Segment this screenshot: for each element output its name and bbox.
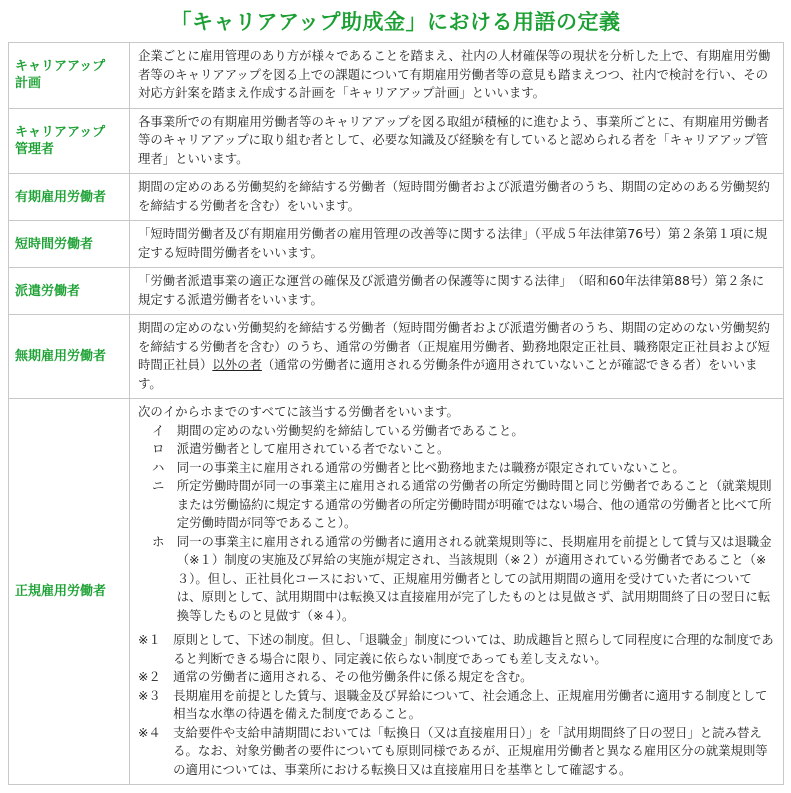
term-label: 計画 [15, 76, 42, 92]
note-marker: ※１ [138, 632, 174, 647]
item-marker: ニ [152, 478, 177, 493]
term-label: 管理者 [15, 141, 55, 157]
note-item [138, 668, 775, 687]
item-marker: ホ [152, 533, 177, 549]
item-text: 派遣労働者として雇用されている者でないこと。 [176, 441, 450, 456]
note-text: 原則として、下述の制度。但し、「退職金」制度については、助成趣旨と照らして同程度に合理的な制度であると判断できる場合に限り、同定義に依らない制度であっても差し支えない。 [173, 632, 774, 666]
term-label: キャリアアップ [15, 124, 106, 140]
note-text: 長期雇用を前提とした賃与、退職金及び昇給について、社会通念上、正規雇用労働者に適用する制度として相当な水準の待遇を備えた制度であること。 [173, 687, 768, 721]
term-cell [9, 399, 130, 785]
page-title: 「キャリアアップ助成金」における用語の定義 [170, 10, 621, 34]
list-item [152, 422, 775, 441]
list-item [152, 440, 775, 459]
definition-cell [130, 315, 784, 399]
term-cell [9, 174, 130, 221]
definition-cell: 「短時間労働者及び有期雇用労働者の雇用管理の改善等に関する法律」（平成５年法律第76号）第２条第１項に規定する短時間労働者をいいます。 [130, 221, 784, 268]
item-marker: ハ [152, 459, 177, 475]
item-marker: イ [152, 422, 177, 438]
definition-intro: 次のイからホまでのすべてに該当する労働者をいいます。 [138, 404, 459, 419]
note-item [138, 724, 775, 780]
note-item [138, 687, 775, 724]
definition-cell: 「労働者派遣事業の適正な運営の確保及び派遣労働者の保護等に関する法律」 （昭和60年法律第88号）第２条に規定する派遣労働者をいいます。 [130, 268, 784, 315]
note-marker: ※４ [138, 724, 174, 740]
note-item [138, 631, 775, 668]
table-row [9, 43, 784, 109]
table-row [9, 108, 784, 174]
term-label: キャリアアップ [15, 59, 106, 75]
note-marker: ※３ [138, 687, 174, 703]
list-item [152, 459, 775, 478]
list-item [152, 477, 775, 533]
table-row [9, 174, 784, 221]
note-marker: ※２ [138, 669, 174, 684]
table-row [9, 315, 784, 399]
term-cell [9, 268, 130, 315]
note-text: 通常の労働者に適用される、その他労働条件に係る規定を含む。 [173, 669, 533, 684]
terms-table [8, 42, 784, 785]
term-cell [9, 315, 130, 399]
notes-list [138, 631, 775, 779]
definition-text: 期間の定めのない労働契約を締結する労働者（短時間労働者および派遣労働者のうち、期間の定めのない労働契約を締結する労働者を含む）のうち、通常の労働者（正規雇用労働者、勤務地限定正社員、職務限定正社員および短時間正社員） [138, 320, 770, 372]
definition-cell: 期間の定めのある労働契約を締結する労働者（短時間労働者および派遣労働者のうち、期間の定めのある労働契約を締結する労働者を含む）をいいます。 [130, 174, 784, 221]
list-item [152, 533, 775, 626]
term-label: 有期雇用労働者 [15, 189, 107, 205]
item-marker: ロ [152, 441, 177, 456]
term-cell [9, 221, 130, 268]
requirement-list [138, 422, 775, 626]
note-text: 支給要件や支給申請期間においては「転換日（又は直接雇用日）」を「試用期間終了日の翌日」と読み替える。なお、対象労働者の要件についても原則同様であるが、正規雇用労働者と異なる雇用区分の就業規則等の適用については、事業所における転換日又は直接雇用日を基準として確認する。 [173, 724, 768, 777]
definition-cell [130, 399, 784, 785]
underlined-text: 以外の者 [212, 357, 262, 372]
term-label: 正規雇用労働者 [15, 584, 107, 599]
definition-cell: 各事業所での有期雇用労働者等のキャリアアップを図る取組が積極的に進むよう、事業所ごとに、有期雇用労働者等のキャリアアップに取り組む者として、必要な知識及び経験を有していると認められる者を「キャリアアップ管理者」といいます。 [130, 108, 784, 174]
item-text: 期間の定めのない労働契約を締結している労働者であること。 [176, 422, 524, 438]
term-cell [9, 108, 130, 174]
term-label: 無期雇用労働者 [15, 349, 107, 364]
definition-text: （通常の労働者に適用される労働条件が適用されていないことが確認できる者）をいいます。 [138, 357, 758, 391]
table-row [9, 221, 784, 268]
definition-cell: 企業ごとに雇用管理のあり方が様々であることを踏まえ、社内の人材確保等の現状を分析した上で、有期雇用労働者等のキャリアアップを図る上での課題について有期雇用労働者等の意見も踏まえつつ、社内で検討を行い、その対応方針案を踏まえ作成する計画を「キャリアアップ計画」といいます。 [130, 43, 784, 109]
item-text: 同一の事業主に雇用される通常の労働者に適用される就業規則等に、長期雇用を前提として賃与又は退職金（※１）制度の実施及び昇給の実施が規定され、当該規則（※２）が適用されている労働者であること（※３）。但し、正社員化コースにおいて、正規雇用労働者としての試用期間の適用を受けていた者については、原則として、試用期間中は転換又は直接雇用が完了したものとは見做さず、試用期間終了日の翌日に転換等したものと見做す（※４）。 [176, 533, 772, 623]
item-text: 所定労働時間が同一の事業主に雇用される通常の労働者の所定労働時間と同じ労働者であること（就業規則または労働協約に規定する通常の労働者の所定労働時間が明確ではない場合、他の通常の労働者と比べて所定労働時間が同等であること）。 [176, 478, 772, 530]
term-label: 短時間労働者 [15, 236, 94, 252]
table-row [9, 399, 784, 785]
term-cell [9, 43, 130, 109]
item-text: 同一の事業主に雇用される通常の労働者と比べ勤務地または職務が限定されていないこと。 [176, 459, 685, 475]
term-label: 派遣労働者 [15, 283, 81, 299]
table-row [9, 268, 784, 315]
